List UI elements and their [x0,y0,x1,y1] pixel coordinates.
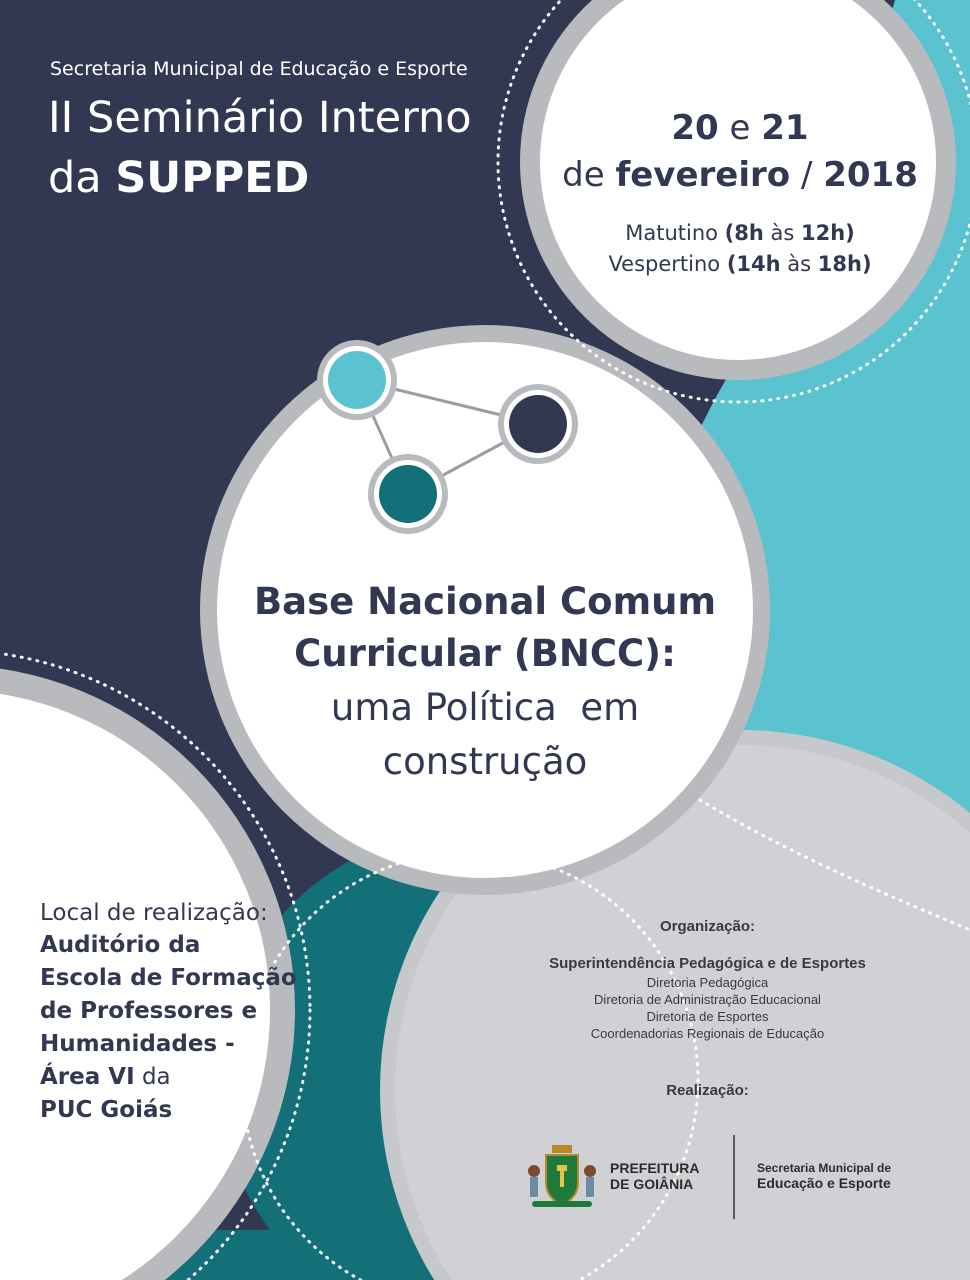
venue-label: Local de realização: [40,900,268,926]
venue-line6: PUC Goiás [40,1097,173,1123]
morning-end: 12h) [801,221,855,245]
network-node-navy [498,384,578,464]
realization-label: Realização: [666,1082,749,1099]
morning-mid: às [763,221,801,245]
morning-start: (8h [724,221,764,245]
organization-item: Diretoria de Esportes [646,1009,769,1024]
month: fevereiro [615,155,791,195]
logo-divider [733,1135,735,1219]
secretaria-line1: Secretaria Municipal de [757,1161,892,1175]
venue-line4: Humanidades - [40,1031,235,1057]
event-days [540,108,940,148]
morning-label: Matutino [625,221,725,245]
prefeitura-line2: DE GOIÂNIA [610,1176,694,1192]
org-name: Secretaria Municipal de Educação e Esporte [50,58,468,80]
theme-line1: Base Nacional Comum [253,580,717,623]
organization-item: Coordenadorias Regionais de Educação [590,1026,825,1041]
organization-item: Diretoria Pedagógica [646,975,769,990]
day-conj: e [729,108,751,148]
seminar-title-line2 [48,154,309,202]
morning-session [540,221,940,245]
venue-line5 [40,1064,171,1090]
seminar-title-line1: II Seminário Interno [48,93,472,143]
secretaria-logo-text [757,1161,891,1191]
title-supped: SUPPED [115,153,310,203]
year: 2018 [823,155,918,195]
day1: 20 [671,108,719,148]
venue-line1: Auditório da [40,932,201,958]
theme-line4: construção [382,740,588,783]
theme-line2: Curricular (BNCC): [294,632,676,675]
afternoon-end: 18h) [817,252,872,276]
afternoon-mid: às [780,252,818,276]
prefeitura-logo-text [610,1160,699,1192]
theme-line3: uma Política em [330,686,640,729]
afternoon-label: Vespertino [608,252,727,276]
network-node-cyan [317,340,397,420]
event-month-year [540,155,940,195]
organization-item: Diretoria de Administração Educacional [594,992,821,1007]
venue-da: da [134,1064,171,1090]
title-prefix: da [48,153,116,203]
venue-line2: Escola de Formação [40,965,297,991]
month-prefix: de [562,155,616,195]
afternoon-session [540,252,940,276]
date-separator: / [790,155,824,195]
venue-area: Área VI [40,1064,135,1090]
venue-line3: de Professores e [40,998,258,1024]
network-node-teal [368,454,448,534]
afternoon-start: (14h [726,252,781,276]
day2: 21 [761,108,809,148]
prefeitura-line1: PREFEITURA [610,1160,700,1176]
organization-label: Organização: [659,918,756,935]
organization-main: Superintendência Pedagógica e de Esportes [549,955,866,972]
coat-of-arms-icon [522,1143,602,1211]
secretaria-line2: Educação e Esporte [757,1175,891,1191]
organization-list [520,974,895,1042]
